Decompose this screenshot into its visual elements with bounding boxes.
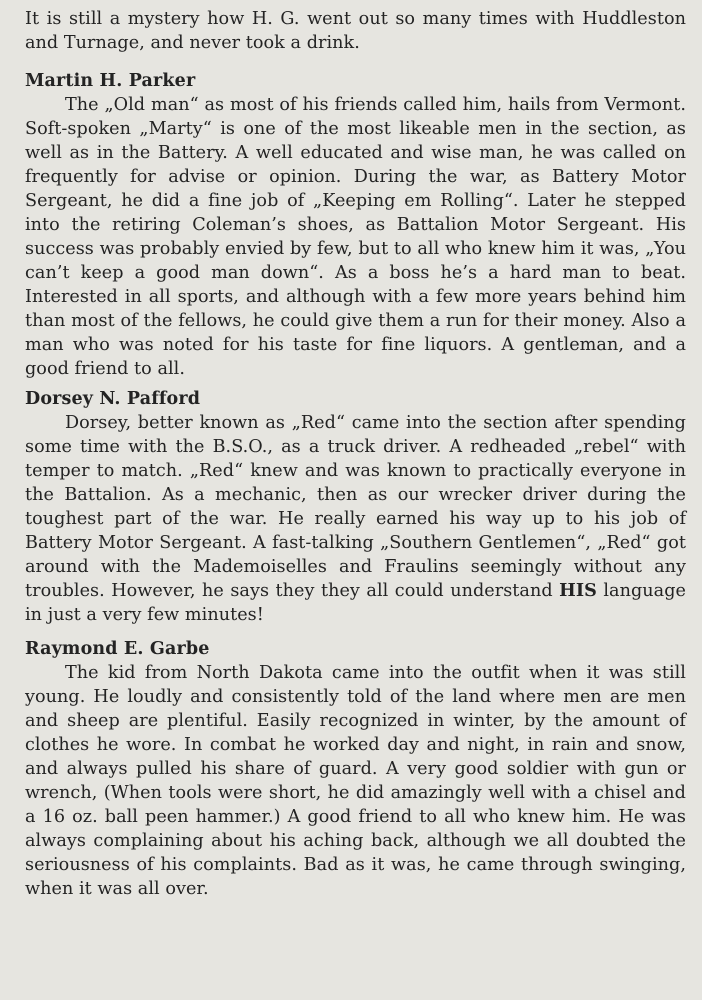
emphasized-word: HIS	[559, 580, 597, 601]
profile-paragraph-parker: The „Old man“ as most of his friends called him, hails from Vermont. Soft-spoken „Marty“ is one of the most likeable men in the section, as well as in the Battery. A well educated and wise man, he was called on frequently for advise or opinion. During the war, as Battery Motor Sergeant, he did a fine job of „Keeping em Rolling“. Later he stepped into the retiring Coleman’s shoes, as Battalion Motor Sergeant. His success was probably envied by few, but to all who knew him it was, „You can’t keep a good man down“. As a boss he’s a hard man to beat. Interested in all sports, and although with a few more years behind him than most of the fellows, he could give them a run for their money. Also a man who was noted for his taste for fine liquors. A gentleman, and a good friend to all.	[25, 95, 686, 379]
profile-heading-garbe: Raymond E. Garbe	[25, 639, 210, 659]
profile-section-pafford	[25, 387, 686, 627]
profile-heading-pafford: Dorsey N. Pafford	[25, 389, 201, 409]
section-spacer	[25, 627, 686, 637]
profile-section-garbe	[25, 637, 686, 901]
intro-paragraph: It is still a mystery how H. G. went out so many times with Huddleston and Turnage, and never took a drink.	[25, 9, 686, 53]
paragraph-text-before-emphasis: Dorsey, better known as „Red“ came into the section after spending some time with the B.S.O., as a truck driver. A redheaded „rebel“ with temper to match. „Red“ knew and was known to practically everyone in the Battalion. As a mechanic, then as our wrecker driver during the toughest part of the war. He really earned his way up to his job of Battery Motor Sergeant. A fast-talking „Southern Gentlemen“, „Red“ got around with the Mademoiselles and Fraulins seemingly without any troubles. However, he says they they all could understand	[25, 413, 686, 601]
profile-section-parker	[25, 69, 686, 381]
profile-paragraph-garbe: The kid from North Dakota came into the outfit when it was still young. He loudly and consistently told of the land where men are men and sheep are plentiful. Easily recognized in winter, by the amount of clothes he wore. In combat he worked day and night, in rain and snow, and always pulled his share of guard. A very good soldier with gun or wrench, (When tools were short, he did amazingly well with a chisel and a 16 oz. ball peen hammer.) A good friend to all who knew him. He was always complaining about his aching back, although we all doubted the seriousness of his complaints. Bad as it was, he came through swinging, when it was all over.	[25, 663, 686, 899]
paragraph-text-after-emphasis: language in just a very few minutes!	[25, 581, 686, 625]
profile-heading-parker: Martin H. Parker	[25, 71, 196, 91]
profile-paragraph-pafford	[25, 411, 686, 627]
